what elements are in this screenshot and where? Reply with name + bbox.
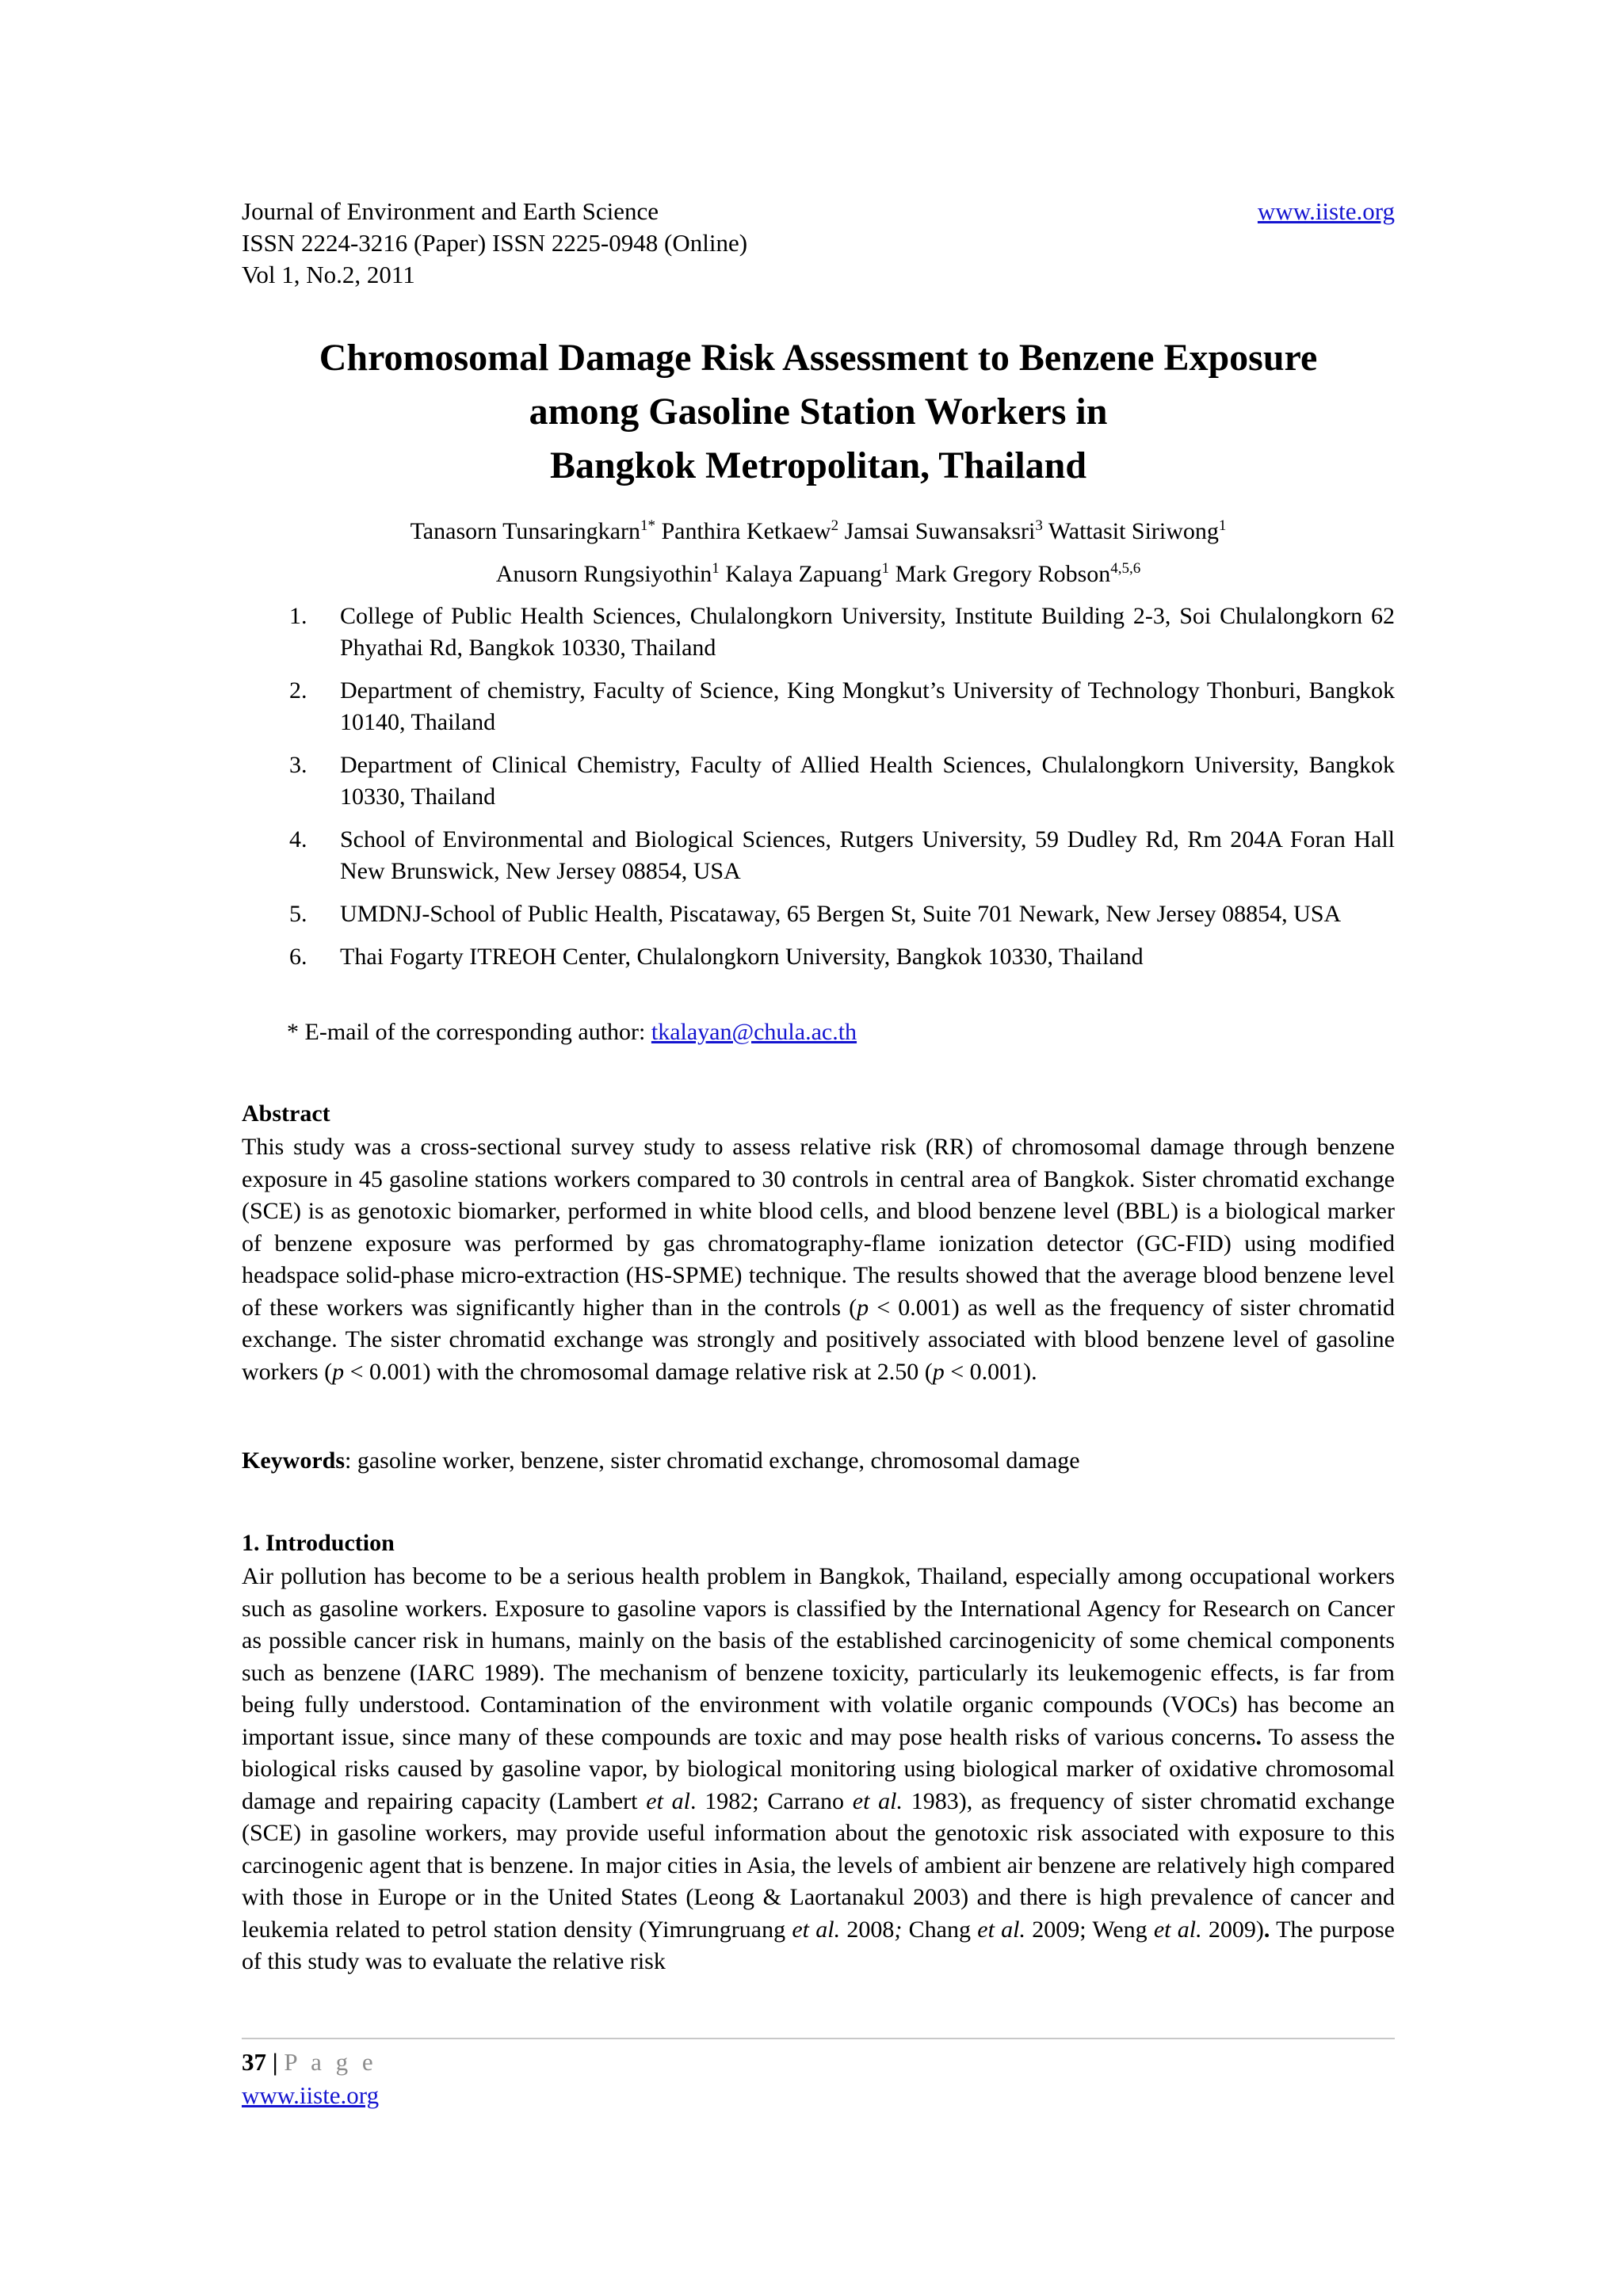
- intro-part: . 1982; Carrano: [690, 1787, 853, 1814]
- abstract-part: < 0.001) as well as the frequency of sister chromatid exchange. The sister chromatid exchange was strongly and positively associated with blood benzene level of gasoline workers (: [242, 1294, 1395, 1385]
- intro-part: 2009): [1201, 1916, 1264, 1943]
- title-line-2: among Gasoline Station Workers in: [529, 391, 1108, 433]
- intro-part: 2009; Weng: [1025, 1916, 1154, 1943]
- corresponding-email-link[interactable]: tkalayan@chula.ac.th: [651, 1019, 857, 1045]
- p-symbol: p: [332, 1358, 345, 1385]
- title-line-1: Chromosomal Damage Risk Assessment to Benzene Exposure: [319, 337, 1318, 379]
- journal-issn: ISSN 2224-3216 (Paper) ISSN 2225-0948 (Online): [242, 229, 748, 257]
- affiliation-item: [242, 601, 1395, 664]
- journal-volume: Vol 1, No.2, 2011: [242, 261, 415, 288]
- intro-part: To assess the biological risks caused by gasoline vapor, by biological monitoring using biological marker of oxidative chromosomal damage and repairing capacity (Lambert: [242, 1723, 1395, 1814]
- intro-part: 2008: [840, 1916, 895, 1943]
- keywords-label: Keywords: [242, 1447, 345, 1474]
- affiliation-item: [242, 675, 1395, 738]
- keywords: [242, 1445, 1395, 1477]
- affiliation-number: 5.: [289, 901, 307, 927]
- intro-etal: et al.: [792, 1916, 841, 1943]
- corresponding-author: [287, 1016, 857, 1048]
- affiliation-text: College of Public Health Sciences, Chulalongkorn University, Institute Building 2-3, Soi Chulalongkorn 62 Phyathai Rd, Bangkok 10330, Thailand: [340, 603, 1395, 661]
- affiliation-number: 6.: [289, 944, 307, 970]
- footer-site-link[interactable]: www.iiste.org: [242, 2081, 380, 2109]
- p-symbol: p: [857, 1294, 869, 1321]
- affiliation-number: 2.: [289, 677, 307, 704]
- journal-header: [242, 196, 1395, 291]
- corresponding-label: * E-mail of the corresponding author:: [287, 1019, 651, 1045]
- author-name: Panthira Ketkaew: [661, 518, 831, 544]
- affiliation-item: [242, 749, 1395, 813]
- abstract-part: This study was a cross-sectional survey study to assess relative risk (RR) of chromosomal damage through benzene exposure in 45 gasoline stations workers compared to 30 controls in central area of Bangkok. Sister chromatid exchange (SCE) is as genotoxic biomarker, performed in white blood cells, and blood benzene level (BBL) is a biological marker of benzene exposure was performed by gas chromatography-flame ionization detector (GC-FID) using modified headspace solid-phase micro-extraction (HS-SPME) technique. The results showed that the average blood benzene level of these workers was significantly higher than in the controls (: [242, 1134, 1395, 1321]
- intro-etal: et al.: [977, 1916, 1026, 1943]
- intro-etal: et al: [646, 1787, 690, 1814]
- affiliation-number: 4.: [289, 826, 307, 852]
- author-line-2: [242, 553, 1395, 596]
- page-separator: |: [266, 2048, 285, 2076]
- introduction-text: [242, 1561, 1395, 1978]
- affiliation-number: 1.: [289, 603, 307, 629]
- intro-etal: et al.: [852, 1787, 903, 1814]
- affiliation-text: School of Environmental and Biological Sciences, Rutgers University, 59 Dudley Rd, Rm 204A Foran Hall New Brunswick, New Jersey 08854, USA: [340, 826, 1395, 884]
- author-affil-sup: 3: [1035, 517, 1043, 534]
- author-affil-sup: 4,5,6: [1110, 560, 1141, 577]
- affiliation-text: Department of chemistry, Faculty of Science, King Mongkut’s University of Technology Thonburi, Bangkok 10140, Thailand: [340, 677, 1395, 735]
- keywords-text: : gasoline worker, benzene, sister chromatid exchange, chromosomal damage: [345, 1447, 1080, 1474]
- intro-etal: et al.: [1153, 1916, 1202, 1943]
- affiliation-text: UMDNJ-School of Public Health, Piscataway, 65 Bergen St, Suite 701 Newark, New Jersey 08854, USA: [340, 901, 1342, 927]
- author-name: Wattasit Siriwong: [1048, 518, 1219, 544]
- author-affil-sup: 1: [881, 560, 890, 577]
- affiliation-list: [242, 601, 1395, 984]
- footer-divider: [242, 2038, 1395, 2039]
- abstract-part: < 0.001).: [944, 1358, 1037, 1385]
- introduction-heading: 1. Introduction: [242, 1530, 395, 1556]
- affiliation-item: [242, 824, 1395, 887]
- intro-part: Air pollution has become to be a serious health problem in Bangkok, Thailand, especially among occupational workers such as gasoline workers. Exposure to gasoline vapors is classified by the International Agency for Research on Cancer as possible cancer risk in humans, mainly on the basis of the established carcinogenicity of some chemical components such as benzene (IARC 1989). The mechanism of benzene toxicity, particularly its leukemogenic effects, is far from being fully understood. Contamination of the environment with volatile organic compounds (VOCs) has become an important issue, since many of these compounds are toxic and may pose health risks of various concerns: [242, 1563, 1395, 1750]
- abstract-heading: Abstract: [242, 1100, 330, 1127]
- page-number: 37: [242, 2048, 266, 2076]
- paper-title: [242, 331, 1395, 493]
- abstract-text: [242, 1131, 1395, 1388]
- page-footer: [242, 2046, 377, 2078]
- intro-bold-dot: .: [1255, 1723, 1262, 1750]
- header-site-link[interactable]: www.iiste.org: [1257, 197, 1395, 225]
- abstract-part: < 0.001) with the chromosomal damage relative risk at 2.50 (: [344, 1358, 933, 1385]
- title-line-3: Bangkok Metropolitan, Thailand: [549, 444, 1087, 486]
- journal-name: Journal of Environment and Earth Science: [242, 197, 659, 225]
- page-word: P a g e: [284, 2048, 377, 2076]
- affiliation-text: Thai Fogarty ITREOH Center, Chulalongkorn University, Bangkok 10330, Thailand: [340, 944, 1144, 970]
- author-affil-sup: 1: [1218, 517, 1227, 534]
- intro-bold-dot: .: [1263, 1916, 1270, 1943]
- intro-part: Chang: [902, 1916, 978, 1943]
- affiliation-text: Department of Clinical Chemistry, Faculty of Allied Health Sciences, Chulalongkorn University, Bangkok 10330, Thailand: [340, 752, 1395, 810]
- author-name: Mark Gregory Robson: [895, 561, 1111, 587]
- author-name: Kalaya Zapuang: [725, 561, 882, 587]
- author-name: Tanasorn Tunsaringkarn: [410, 518, 640, 544]
- author-affil-sup: 2: [831, 517, 839, 534]
- affiliation-number: 3.: [289, 752, 307, 778]
- p-symbol: p: [932, 1358, 945, 1385]
- intro-part: The purpose of this study was to evaluate the relative risk: [242, 1916, 1395, 1974]
- author-name: Anusorn Rungsiyothin: [495, 561, 712, 587]
- affiliation-item: [242, 898, 1395, 930]
- author-line-1: [242, 510, 1395, 553]
- intro-part: 1983), as frequency of sister chromatid exchange (SCE) in gasoline workers, may provide useful information about the genotoxic risk associated with exposure to this carcinogenic agent that is benzene. In major cities in Asia, the levels of ambient air benzene are relatively high compared with those in Europe or in the United States (Leong & Laortanakul 2003) and there is high prevalence of cancer and leukemia related to petrol station density (Yimrungruang: [242, 1787, 1395, 1943]
- intro-semicolon: ;: [894, 1916, 903, 1943]
- author-affil-sup: 1*: [640, 517, 655, 534]
- author-list: [242, 510, 1395, 596]
- author-name: Jamsai Suwansaksri: [844, 518, 1036, 544]
- affiliation-item: [242, 941, 1395, 973]
- author-affil-sup: 1: [712, 560, 720, 577]
